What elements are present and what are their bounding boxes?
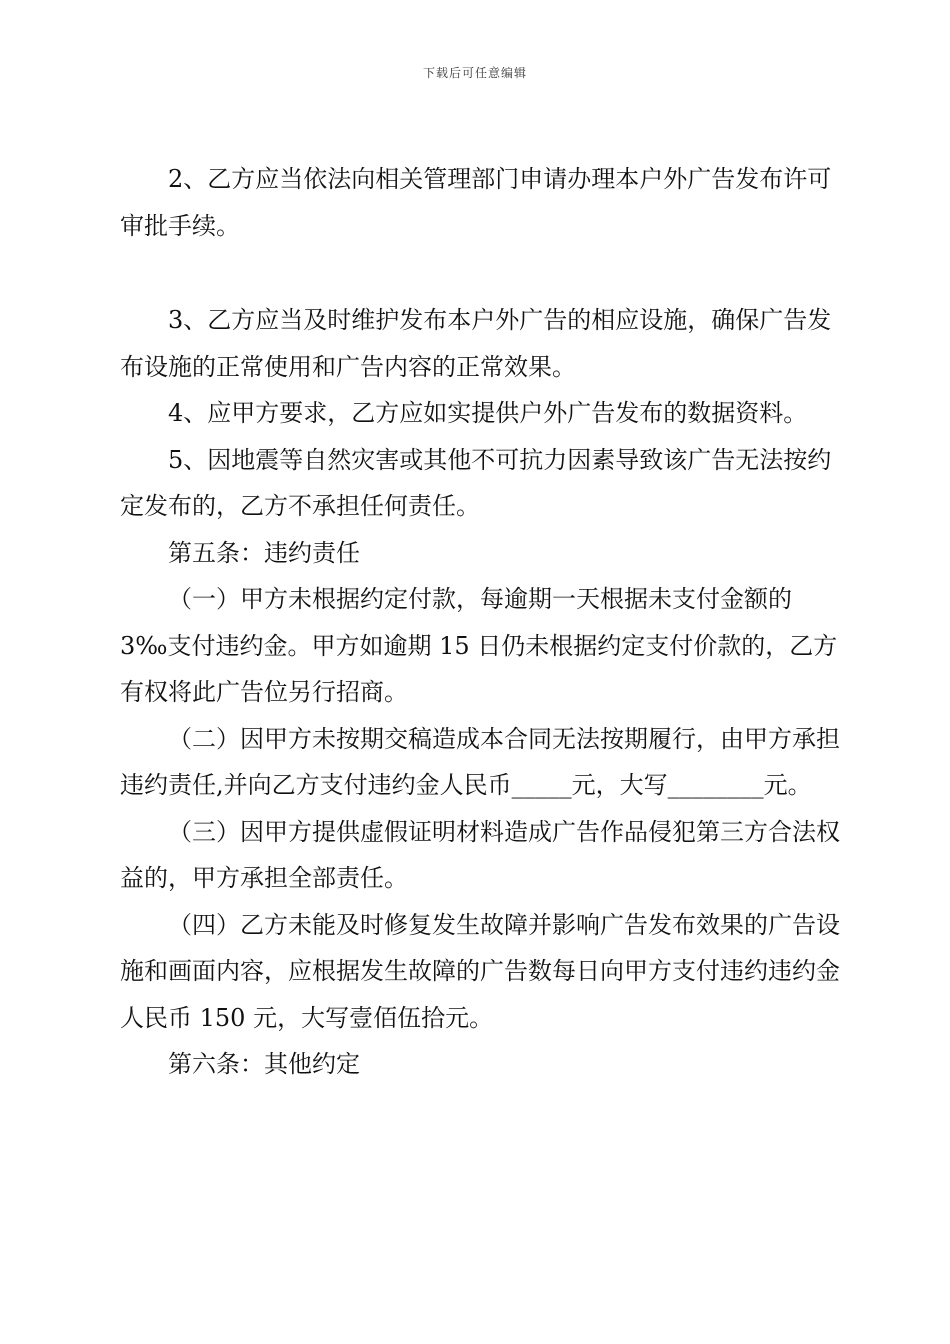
clause-1: （一）甲方未根据约定付款，每逾期一天根据未支付金额的 3‰支付违约金。甲方如逾期 15 日仍未根据约定支付价款的，乙方有权将此广告位另行招商。 bbox=[120, 585, 838, 706]
document-body bbox=[120, 156, 840, 1088]
clause-4: （四）乙方未能及时修复发生故障并影响广告发布效果的广告设施和画面内容，应根据发生故障的广告数每日向甲方支付违约违约金人民币 150 元，大写壹佰伍拾元。 bbox=[120, 910, 840, 1032]
article-5-title: 第五条：违约责任 bbox=[168, 538, 360, 567]
article-6-title: 第六条：其他约定 bbox=[168, 1050, 360, 1078]
paragraph-2: 2、乙方应当依法向相关管理部门申请办理本户外广告发布许可审批手续。 bbox=[120, 165, 832, 240]
paragraph-3: 3、乙方应当及时维护发布本户外广告的相应设施，确保广告发布设施的正常使用和广告内容的正常效果。 bbox=[120, 306, 832, 381]
clause-2: （二）因甲方未按期交稿造成本合同无法按期履行，由甲方承担违约责任,并向乙方支付违约金人民币_____元，大写________元。 bbox=[120, 724, 840, 799]
paragraph-spacer bbox=[120, 249, 840, 297]
paragraph-4: 4、应甲方要求，乙方应如实提供户外广告发布的数据资料。 bbox=[168, 399, 808, 427]
clause-3: （三）因甲方提供虚假证明材料造成广告作品侵犯第三方合法权益的，甲方承担全部责任。 bbox=[120, 817, 840, 892]
page-header: 下载后可任意编辑 bbox=[422, 66, 527, 80]
paragraph-5: 5、因地震等自然灾害或其他不可抗力因素导致该广告无法按约定发布的，乙方不承担任何责任。 bbox=[120, 445, 832, 520]
